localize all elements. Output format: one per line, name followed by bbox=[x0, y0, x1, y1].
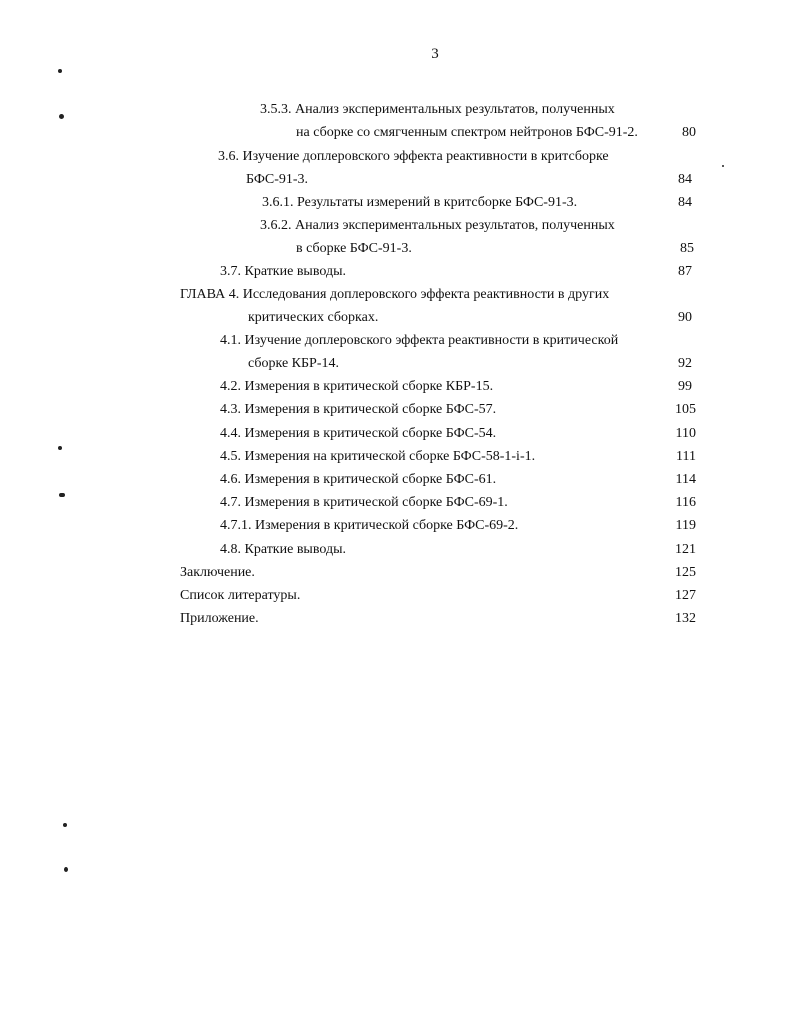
toc-entry-page: 114 bbox=[675, 472, 696, 487]
toc-entry-text: 4.8. Краткие выводы. bbox=[220, 542, 346, 557]
toc-entry-text: БФС-91-3. bbox=[246, 172, 309, 187]
toc-entry-page: 99 bbox=[678, 379, 692, 394]
scan-speck bbox=[58, 446, 62, 450]
scan-speck bbox=[63, 823, 67, 827]
toc-chapter-heading: ГЛАВА 4. Исследования доплеровского эффекта реактивности в других bbox=[180, 287, 610, 302]
toc-entry-page: 132 bbox=[675, 611, 696, 626]
toc-entry-text: 3.6. Изучение доплеровского эффекта реактивности в критсборке bbox=[218, 149, 609, 164]
toc-entry-page: 90 bbox=[678, 310, 692, 325]
toc-entry-text: Список литературы. bbox=[180, 588, 301, 603]
toc-entry-text: 4.7. Измерения в критической сборке БФС-69-1. bbox=[220, 495, 508, 510]
toc-entry-page: 87 bbox=[678, 264, 692, 279]
toc-entry-text: 3.6.2. Анализ экспериментальных результатов, полученных bbox=[260, 218, 615, 233]
toc-entry-page: 111 bbox=[676, 449, 696, 464]
toc-entry-text: 3.6.1. Результаты измерений в критсборке БФС-91-3. bbox=[262, 195, 578, 210]
toc-entry-text: 3.5.3. Анализ экспериментальных результатов, полученных bbox=[260, 102, 615, 117]
toc-entry-page: 105 bbox=[675, 402, 696, 417]
toc-entry-page: 127 bbox=[675, 588, 696, 603]
toc-entry-text: 4.7.1. Измерения в критической сборке БФС-69-2. bbox=[220, 518, 519, 533]
toc-entry-page: 80 bbox=[682, 125, 696, 140]
toc-entry-text: 4.4. Измерения в критической сборке БФС-54. bbox=[220, 426, 497, 441]
toc-entry-page: 119 bbox=[675, 518, 696, 533]
toc-entry-text: 4.3. Измерения в критической сборке БФС-57. bbox=[220, 402, 497, 417]
toc-entry-text: 4.1. Изучение доплеровского эффекта реактивности в критической bbox=[220, 333, 619, 348]
scan-speck bbox=[59, 114, 64, 119]
toc-entry-page: 84 bbox=[678, 195, 692, 210]
toc-entry-text: Приложение. bbox=[180, 611, 259, 626]
toc-entry-text: 3.7. Краткие выводы. bbox=[220, 264, 346, 279]
toc-entry-text: Заключение. bbox=[180, 565, 255, 580]
toc-entry-text: сборке КБР-14. bbox=[248, 356, 339, 371]
toc-entry-page: 125 bbox=[675, 565, 696, 580]
scan-speck bbox=[59, 493, 65, 497]
toc-entry-page: 110 bbox=[675, 426, 696, 441]
toc-entry-text: 4.5. Измерения на критической сборке БФС-58-1-i-1. bbox=[220, 449, 536, 464]
toc-entry-page: 92 bbox=[678, 356, 692, 371]
toc-entry-text: на сборке со смягченным спектром нейтронов БФС-91-2. bbox=[296, 125, 638, 140]
scan-speck bbox=[64, 867, 68, 872]
toc-entry-page: 121 bbox=[675, 542, 696, 557]
toc-entry-page: 84 bbox=[678, 172, 692, 187]
scan-speck bbox=[58, 69, 62, 73]
toc-entry-text: в сборке БФС-91-3. bbox=[296, 241, 412, 256]
toc-entry-page: 116 bbox=[675, 495, 696, 510]
scan-speck bbox=[722, 165, 724, 167]
toc-entry-text: 4.6. Измерения в критической сборке БФС-61. bbox=[220, 472, 497, 487]
toc-entry-text: 4.2. Измерения в критической сборке КБР-15. bbox=[220, 379, 494, 394]
page-number: 3 bbox=[431, 46, 439, 62]
toc-entry-text: критических сборках. bbox=[248, 310, 379, 325]
toc-entry-page: 85 bbox=[680, 241, 694, 256]
